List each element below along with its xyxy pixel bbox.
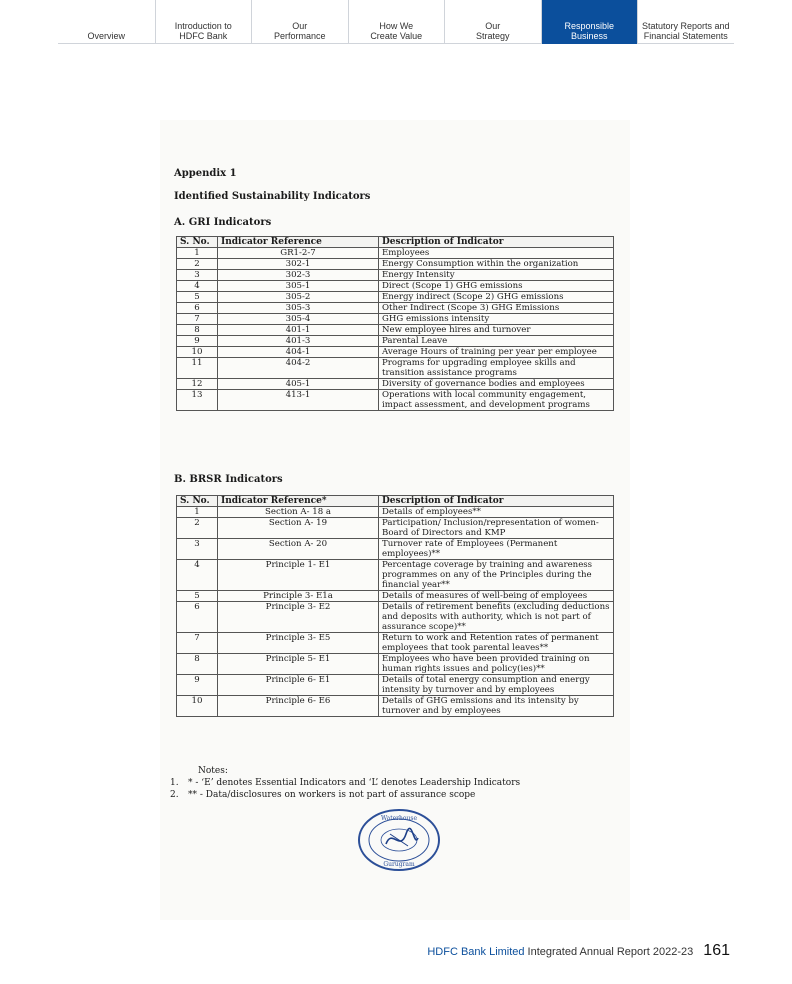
table-row bbox=[177, 390, 614, 411]
table-row bbox=[177, 675, 614, 696]
table-row bbox=[177, 358, 614, 379]
description-cell: Turnover rate of Employees (Permanent employees)** bbox=[379, 539, 614, 560]
gri-indicators-table bbox=[176, 236, 614, 411]
indicator-reference-cell: Principle 3- E2 bbox=[218, 602, 379, 633]
indicator-reference-cell: Section A- 18 a bbox=[218, 507, 379, 518]
nav-tab-4[interactable]: How We Create Value bbox=[348, 0, 445, 44]
table-row bbox=[177, 325, 614, 336]
gri-heading: A. GRI Indicators bbox=[174, 217, 272, 228]
description-cell: Average Hours of training per year per employee bbox=[379, 347, 614, 358]
serial-number-cell: 3 bbox=[177, 539, 218, 560]
description-cell: Other Indirect (Scope 3) GHG Emissions bbox=[379, 303, 614, 314]
indicator-reference-cell: 302-3 bbox=[218, 270, 379, 281]
table-row bbox=[177, 281, 614, 292]
description-cell: Employees bbox=[379, 248, 614, 259]
description-cell: Participation/ Inclusion/representation of women- Board of Directors and KMP bbox=[379, 518, 614, 539]
description-cell: GHG emissions intensity bbox=[379, 314, 614, 325]
serial-number-cell: 13 bbox=[177, 390, 218, 411]
table-row bbox=[177, 259, 614, 270]
page-number: 161 bbox=[703, 942, 730, 959]
indicator-reference-cell: 401-1 bbox=[218, 325, 379, 336]
table-row bbox=[177, 602, 614, 633]
serial-number-cell: 8 bbox=[177, 654, 218, 675]
section-navigation bbox=[58, 0, 734, 44]
footer-brand: HDFC Bank Limited bbox=[427, 946, 525, 958]
serial-number-cell: 6 bbox=[177, 303, 218, 314]
serial-number-cell: 9 bbox=[177, 336, 218, 347]
indicator-reference-cell: Principle 1- E1 bbox=[218, 560, 379, 591]
note-text: * - ‘E’ denotes Essential Indicators and ‘L’ denotes Leadership Indicators bbox=[188, 778, 521, 788]
serial-number-cell: 10 bbox=[177, 347, 218, 358]
description-cell: Energy indirect (Scope 2) GHG emissions bbox=[379, 292, 614, 303]
table-row bbox=[177, 654, 614, 675]
table-row bbox=[177, 633, 614, 654]
indicator-reference-cell: 401-3 bbox=[218, 336, 379, 347]
indicator-reference-cell: 413-1 bbox=[218, 390, 379, 411]
description-cell: Details of employees** bbox=[379, 507, 614, 518]
serial-number-cell: 12 bbox=[177, 379, 218, 390]
table-row bbox=[177, 303, 614, 314]
notes bbox=[170, 765, 520, 801]
indicator-reference-cell: Principle 6- E1 bbox=[218, 675, 379, 696]
table-row bbox=[177, 314, 614, 325]
indicator-reference-cell: Principle 6- E6 bbox=[218, 696, 379, 717]
serial-number-cell: 11 bbox=[177, 358, 218, 379]
serial-number-cell: 7 bbox=[177, 633, 218, 654]
indicator-reference-cell: Principle 3- E1a bbox=[218, 591, 379, 602]
indicator-reference-cell: Section A- 19 bbox=[218, 518, 379, 539]
nav-tab-6[interactable]: Responsible Business bbox=[541, 0, 638, 44]
note-item bbox=[170, 789, 520, 801]
page-footer bbox=[427, 942, 730, 960]
indicator-reference-cell: 305-4 bbox=[218, 314, 379, 325]
description-cell: Diversity of governance bodies and employees bbox=[379, 379, 614, 390]
appendix-label: Appendix 1 bbox=[174, 168, 237, 179]
nav-tab-5[interactable]: Our Strategy bbox=[444, 0, 541, 44]
serial-number-cell: 7 bbox=[177, 314, 218, 325]
notes-label: Notes: bbox=[198, 766, 228, 776]
indicator-reference-cell: Principle 5- E1 bbox=[218, 654, 379, 675]
description-cell: Percentage coverage by training and awareness programmes on any of the Principles during the financial year** bbox=[379, 560, 614, 591]
brsr-heading: B. BRSR Indicators bbox=[174, 474, 283, 485]
description-cell: Details of total energy consumption and energy intensity by turnover and by employees bbox=[379, 675, 614, 696]
table-row bbox=[177, 248, 614, 259]
serial-number-cell: 6 bbox=[177, 602, 218, 633]
description-cell: Operations with local community engagement, impact assessment, and development programs bbox=[379, 390, 614, 411]
brsr-header-cell: Indicator Reference* bbox=[218, 496, 379, 507]
svg-text:Gurugram: Gurugram bbox=[383, 861, 415, 868]
indicator-reference-cell: 305-2 bbox=[218, 292, 379, 303]
indicator-reference-cell: 302-1 bbox=[218, 259, 379, 270]
indicator-reference-cell: 405-1 bbox=[218, 379, 379, 390]
note-text: ** - Data/disclosures on workers is not part of assurance scope bbox=[188, 790, 476, 800]
description-cell: Details of measures of well-being of employees bbox=[379, 591, 614, 602]
description-cell: New employee hires and turnover bbox=[379, 325, 614, 336]
serial-number-cell: 4 bbox=[177, 560, 218, 591]
table-row bbox=[177, 518, 614, 539]
nav-tab-3[interactable]: Our Performance bbox=[251, 0, 348, 44]
serial-number-cell: 5 bbox=[177, 591, 218, 602]
nav-tab-7[interactable]: Statutory Reports and Financial Statements bbox=[637, 0, 734, 44]
description-cell: Direct (Scope 1) GHG emissions bbox=[379, 281, 614, 292]
serial-number-cell: 2 bbox=[177, 259, 218, 270]
brsr-header-cell: Description of Indicator bbox=[379, 496, 614, 507]
indicator-reference-cell: 305-1 bbox=[218, 281, 379, 292]
nav-tab-1[interactable]: Overview bbox=[87, 31, 125, 41]
description-cell: Energy Intensity bbox=[379, 270, 614, 281]
description-cell: Details of GHG emissions and its intensity by turnover and by employees bbox=[379, 696, 614, 717]
indicator-reference-cell: 404-2 bbox=[218, 358, 379, 379]
serial-number-cell: 3 bbox=[177, 270, 218, 281]
table-row bbox=[177, 270, 614, 281]
note-number: 1. bbox=[170, 778, 179, 788]
table-row bbox=[177, 292, 614, 303]
table-row bbox=[177, 347, 614, 358]
table-row bbox=[177, 539, 614, 560]
note-item bbox=[170, 777, 520, 789]
description-cell: Employees who have been provided training on human rights issues and policy(ies)** bbox=[379, 654, 614, 675]
document-title: Identified Sustainability Indicators bbox=[174, 191, 371, 202]
gri-header-cell: Indicator Reference bbox=[218, 237, 379, 248]
table-row bbox=[177, 560, 614, 591]
serial-number-cell: 8 bbox=[177, 325, 218, 336]
serial-number-cell: 4 bbox=[177, 281, 218, 292]
brsr-indicators-table bbox=[176, 495, 614, 717]
serial-number-cell: 9 bbox=[177, 675, 218, 696]
scanned-appendix-page bbox=[160, 120, 630, 920]
description-cell: Energy Consumption within the organization bbox=[379, 259, 614, 270]
gri-header-cell: Description of Indicator bbox=[379, 237, 614, 248]
description-cell: Parental Leave bbox=[379, 336, 614, 347]
auditor-seal-stamp bbox=[356, 808, 442, 872]
serial-number-cell: 1 bbox=[177, 248, 218, 259]
indicator-reference-cell: Section A- 20 bbox=[218, 539, 379, 560]
indicator-reference-cell: 305-3 bbox=[218, 303, 379, 314]
indicator-reference-cell: Principle 3- E5 bbox=[218, 633, 379, 654]
description-cell: Return to work and Retention rates of permanent employees that took parental leaves** bbox=[379, 633, 614, 654]
serial-number-cell: 5 bbox=[177, 292, 218, 303]
table-row bbox=[177, 507, 614, 518]
footer-report-title: Integrated Annual Report 2022-23 bbox=[527, 946, 694, 958]
serial-number-cell: 1 bbox=[177, 507, 218, 518]
brsr-header-cell: S. No. bbox=[177, 496, 218, 507]
indicator-reference-cell: GR1-2-7 bbox=[218, 248, 379, 259]
gri-header-cell: S. No. bbox=[177, 237, 218, 248]
nav-tab-2[interactable]: Introduction to HDFC Bank bbox=[155, 0, 252, 44]
description-cell: Programs for upgrading employee skills and transition assistance programs bbox=[379, 358, 614, 379]
serial-number-cell: 2 bbox=[177, 518, 218, 539]
table-row bbox=[177, 379, 614, 390]
table-row bbox=[177, 591, 614, 602]
table-row bbox=[177, 336, 614, 347]
table-row bbox=[177, 696, 614, 717]
svg-text:Waterhouse: Waterhouse bbox=[380, 815, 418, 822]
description-cell: Details of retirement benefits (excluding deductions and deposits with authority, which is not part of assurance scope)** bbox=[379, 602, 614, 633]
indicator-reference-cell: 404-1 bbox=[218, 347, 379, 358]
note-number: 2. bbox=[170, 790, 179, 800]
serial-number-cell: 10 bbox=[177, 696, 218, 717]
